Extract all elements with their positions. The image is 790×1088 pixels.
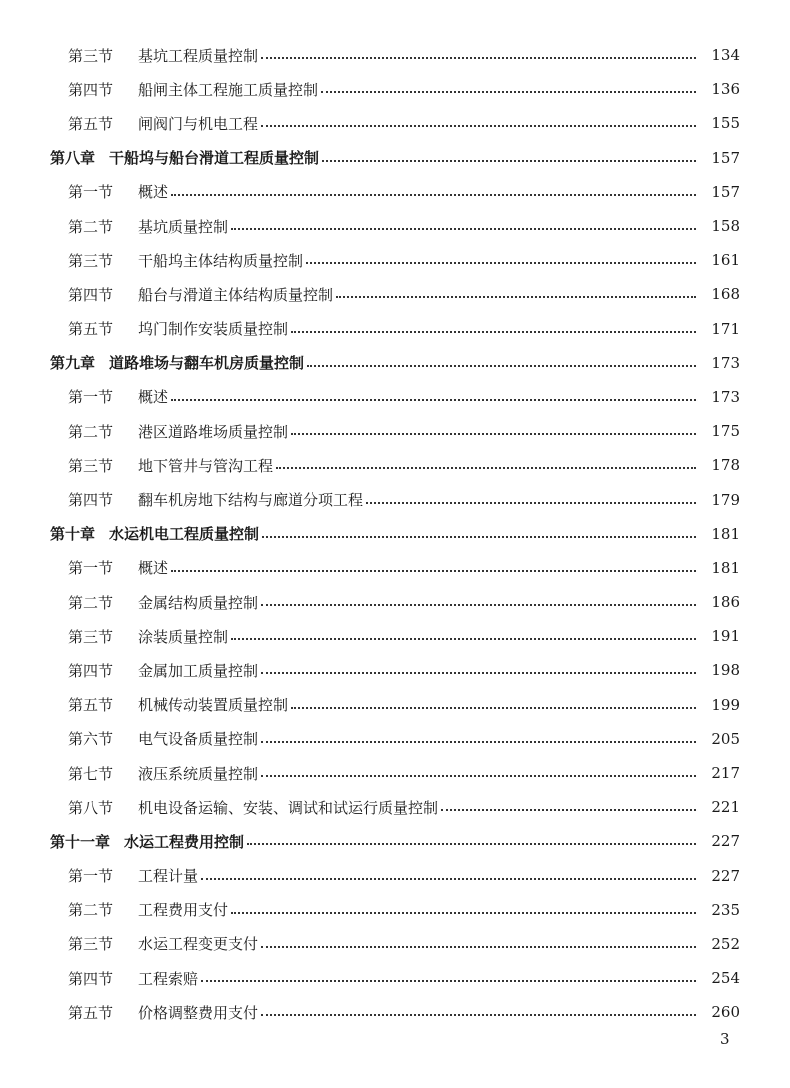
- toc-section-entry: [0, 756, 790, 790]
- toc-section-entry: [0, 72, 790, 106]
- toc-entry-number: 第二节: [68, 901, 114, 920]
- toc-entry-title: 机械传动装置质量控制: [138, 696, 289, 715]
- toc-section-entry: [0, 859, 790, 893]
- dot-leader: [231, 912, 696, 914]
- dot-leader: [291, 433, 696, 435]
- toc-entry-number: 第四节: [68, 661, 114, 680]
- toc-entry-number: 第二节: [68, 593, 114, 612]
- toc-entry-page: 227: [711, 866, 740, 885]
- toc-entry-page: 134: [711, 46, 740, 65]
- toc-entry-page: 155: [711, 114, 740, 133]
- dot-leader: [261, 946, 696, 948]
- toc-section-entry: [0, 312, 790, 346]
- dot-leader: [276, 467, 696, 469]
- toc-entry-title: 电气设备质量控制: [138, 730, 259, 749]
- toc-entry-title: 船闸主体工程施工质量控制: [138, 80, 319, 99]
- toc-entry-title: 干船坞主体结构质量控制: [138, 251, 304, 270]
- page-number: 3: [720, 1030, 730, 1048]
- toc-entry-page: 175: [711, 422, 740, 441]
- toc-entry-page: 198: [711, 661, 740, 680]
- toc-entry-page: 227: [711, 832, 740, 851]
- toc-entry-title: 概述: [138, 388, 169, 407]
- toc-entry-number: 第五节: [68, 696, 114, 715]
- toc-section-entry: [0, 585, 790, 619]
- toc-entry-title: 基坑质量控制: [138, 217, 229, 236]
- toc-entry-title: 工程计量: [138, 867, 199, 886]
- toc-entry-number: 第五节: [68, 1003, 114, 1022]
- toc-entry-page: 181: [711, 558, 740, 577]
- toc-section-entry: [0, 209, 790, 243]
- toc-entry-number: 第二节: [68, 217, 114, 236]
- toc-section-entry: [0, 482, 790, 516]
- toc-section-entry: [0, 790, 790, 824]
- toc-section-entry: [0, 551, 790, 585]
- toc-entry-number: 第五节: [68, 114, 114, 133]
- dot-leader: [261, 1014, 696, 1016]
- dot-leader: [336, 296, 696, 298]
- toc-entry-title: 工程费用支付: [138, 901, 229, 920]
- toc-entry-number: 第三节: [68, 935, 114, 954]
- dot-leader: [321, 91, 696, 93]
- dot-leader: [307, 365, 696, 367]
- toc-entry-page: 252: [711, 934, 740, 953]
- toc-entry-number: 第十章: [50, 525, 96, 544]
- toc-entry-page: 173: [711, 353, 740, 372]
- toc-entry-number: 第九章: [50, 354, 96, 373]
- toc-entry-page: 157: [711, 148, 740, 167]
- toc-entry-page: 157: [711, 182, 740, 201]
- toc-chapter-entry: [0, 517, 790, 551]
- toc-entry-number: 第八章: [50, 149, 96, 168]
- toc-entry-title: 水运工程费用控制: [124, 832, 245, 851]
- toc-entry-page: 161: [711, 251, 740, 270]
- toc-section-entry: [0, 961, 790, 995]
- dot-leader: [261, 741, 696, 743]
- dot-leader: [171, 399, 696, 401]
- toc-entry-number: 第一节: [68, 388, 114, 407]
- toc-section-entry: [0, 448, 790, 482]
- toc-entry-title: 水运工程变更支付: [138, 935, 259, 954]
- toc-entry-title: 翻车机房地下结构与廊道分项工程: [138, 491, 364, 510]
- dot-leader: [262, 536, 696, 538]
- toc-section-entry: [0, 243, 790, 277]
- toc-chapter-entry: [0, 824, 790, 858]
- dot-leader: [261, 604, 696, 606]
- toc-entry-page: 235: [711, 900, 740, 919]
- toc-entry-title: 水运机电工程质量控制: [109, 525, 260, 544]
- toc-entry-page: 191: [711, 627, 740, 646]
- toc-entry-title: 道路堆场与翻车机房质量控制: [109, 354, 305, 373]
- toc-entry-title: 地下管井与管沟工程: [138, 456, 274, 475]
- toc-entry-number: 第四节: [68, 969, 114, 988]
- toc-entry-title: 闸阀门与机电工程: [138, 114, 259, 133]
- toc-section-entry: [0, 106, 790, 140]
- toc-section-entry: [0, 893, 790, 927]
- dot-leader: [291, 331, 696, 333]
- toc-entry-title: 坞门制作安装质量控制: [138, 320, 289, 339]
- toc-entry-number: 第四节: [68, 80, 114, 99]
- toc-entry-page: 136: [711, 80, 740, 99]
- toc-entry-number: 第八节: [68, 798, 114, 817]
- dot-leader: [201, 878, 696, 880]
- toc-entry-page: 199: [711, 695, 740, 714]
- toc-entry-page: 178: [711, 456, 740, 475]
- toc-entry-title: 港区道路堆场质量控制: [138, 422, 289, 441]
- toc-section-entry: [0, 688, 790, 722]
- toc-section-entry: [0, 414, 790, 448]
- toc-entry-number: 第七节: [68, 764, 114, 783]
- dot-leader: [171, 570, 696, 572]
- toc-entry-page: 171: [711, 319, 740, 338]
- toc-entry-number: 第一节: [68, 559, 114, 578]
- dot-leader: [261, 672, 696, 674]
- toc-entry-number: 第十一章: [50, 832, 111, 851]
- dot-leader: [261, 775, 696, 777]
- toc-entry-number: 第三节: [68, 456, 114, 475]
- dot-leader: [201, 980, 696, 982]
- table-of-contents: [0, 38, 790, 1029]
- toc-section-entry: [0, 277, 790, 311]
- toc-entry-number: 第三节: [68, 46, 114, 65]
- toc-entry-page: 217: [711, 764, 740, 783]
- toc-entry-number: 第一节: [68, 867, 114, 886]
- toc-entry-number: 第四节: [68, 491, 114, 510]
- toc-entry-title: 金属加工质量控制: [138, 661, 259, 680]
- toc-entry-title: 干船坞与船台滑道工程质量控制: [109, 149, 320, 168]
- dot-leader: [322, 160, 696, 162]
- toc-entry-title: 价格调整费用支付: [138, 1003, 259, 1022]
- toc-entry-page: 173: [711, 387, 740, 406]
- toc-entry-number: 第三节: [68, 627, 114, 646]
- toc-entry-title: 涂装质量控制: [138, 627, 229, 646]
- dot-leader: [261, 57, 696, 59]
- toc-section-entry: [0, 995, 790, 1029]
- toc-entry-page: 181: [711, 524, 740, 543]
- toc-entry-page: 221: [711, 798, 740, 817]
- toc-entry-title: 基坑工程质量控制: [138, 46, 259, 65]
- toc-entry-title: 船台与滑道主体结构质量控制: [138, 285, 334, 304]
- toc-entry-title: 工程索赔: [138, 969, 199, 988]
- toc-section-entry: [0, 653, 790, 687]
- dot-leader: [366, 502, 696, 504]
- dot-leader: [441, 809, 696, 811]
- toc-entry-title: 机电设备运输、安装、调试和试运行质量控制: [138, 798, 439, 817]
- toc-entry-number: 第二节: [68, 422, 114, 441]
- toc-entry-page: 158: [711, 217, 740, 236]
- toc-section-entry: [0, 175, 790, 209]
- toc-section-entry: [0, 38, 790, 72]
- toc-entry-page: 205: [711, 729, 740, 748]
- toc-section-entry: [0, 380, 790, 414]
- toc-section-entry: [0, 927, 790, 961]
- toc-entry-page: 254: [711, 969, 740, 988]
- toc-entry-number: 第六节: [68, 730, 114, 749]
- toc-section-entry: [0, 619, 790, 653]
- toc-entry-title: 金属结构质量控制: [138, 593, 259, 612]
- toc-entry-number: 第一节: [68, 183, 114, 202]
- toc-entry-page: 186: [711, 593, 740, 612]
- toc-section-entry: [0, 722, 790, 756]
- toc-entry-title: 概述: [138, 183, 169, 202]
- toc-entry-number: 第四节: [68, 285, 114, 304]
- dot-leader: [261, 125, 696, 127]
- dot-leader: [171, 194, 696, 196]
- toc-entry-title: 液压系统质量控制: [138, 764, 259, 783]
- toc-entry-page: 168: [711, 285, 740, 304]
- toc-entry-title: 概述: [138, 559, 169, 578]
- dot-leader: [291, 707, 696, 709]
- toc-chapter-entry: [0, 346, 790, 380]
- toc-entry-number: 第三节: [68, 251, 114, 270]
- toc-entry-page: 260: [711, 1003, 740, 1022]
- dot-leader: [231, 638, 696, 640]
- toc-entry-page: 179: [711, 490, 740, 509]
- dot-leader: [231, 228, 696, 230]
- dot-leader: [306, 262, 696, 264]
- toc-entry-number: 第五节: [68, 320, 114, 339]
- dot-leader: [247, 843, 696, 845]
- toc-chapter-entry: [0, 141, 790, 175]
